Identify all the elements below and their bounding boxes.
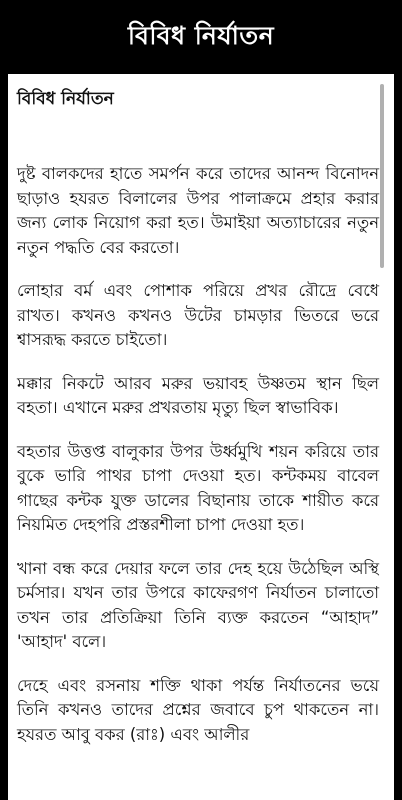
article-paragraph: বহতার উত্তপ্ত বালুকার উপর উর্ধ্বমুখি শয়ন করিয়ে তার বুকে ভারি পাথর চাপা দেওয়া হত। কন্টকময় বাবেল গাছের কন্টক যুক্ত ডালের বিছানায় তাকে শায়ীত করে নিয়মিত দেহপরি প্রস্তরশীলা চাপা দেওয়া হত। [17, 441, 379, 534]
article-content[interactable] [8, 74, 394, 800]
article-heading: বিবিধ নির্যাতন [17, 89, 114, 109]
heading-spacer [17, 112, 379, 162]
app-bar [0, 0, 402, 74]
article-paragraph: মক্কার নিকটে আরব মরুর ভয়াবহ উষ্ণতম স্থান ছিল বহতা। এখানে মরুর প্রখরতায় মৃত্যু ছিল স্বাভাবিক। [17, 373, 379, 417]
article-paragraph: লোহার বর্ম এবং পোশাক পরিয়ে প্রখর রৌদ্রে বেধে রাখত। কখনও কখনও উটের চামড়ার ভিতরে ভরে শ্বাসরূদ্ধ করতে চাইতো। [17, 281, 379, 349]
app-bar-title: বিবিধ নির্যাতন [127, 20, 275, 50]
article-paragraph: দুষ্ট বালকদের হাতে সমর্পন করে তাদের আনন্দ বিনোদন ছাড়াও হযরত বিলালের উপর পালাক্রমে প্রহার করার জন্য লোক নিয়োগ করা হত। উমাইয়া অত্যাচারের নতুন নতুন পদ্ধতি বের করতো। [17, 164, 379, 257]
article-body [17, 86, 379, 766]
article-paragraph: দেহে এবং রসনায় শক্তি থাকা পর্যন্ত নির্যাতনের ভয়ে তিনি কখনও তাদের প্রশ্নের জবাবে চুপ থাকতেন না। হযরত আবু বকর (রাঃ) এবং আলীর [17, 675, 379, 744]
scrollbar-thumb[interactable] [380, 84, 384, 268]
article-paragraph: খানা বন্ধ করে দেয়ার ফলে তার দেহ হয়ে উঠেছিল অস্থি চর্মসার। যখন তার উপরে কাফেরগণ নির্যাতন চালাতো তখন তার প্রতিক্রিয়া তিনি ব্যক্ত করতেন “আহাদ” 'আহাদ' বলে। [17, 558, 379, 651]
